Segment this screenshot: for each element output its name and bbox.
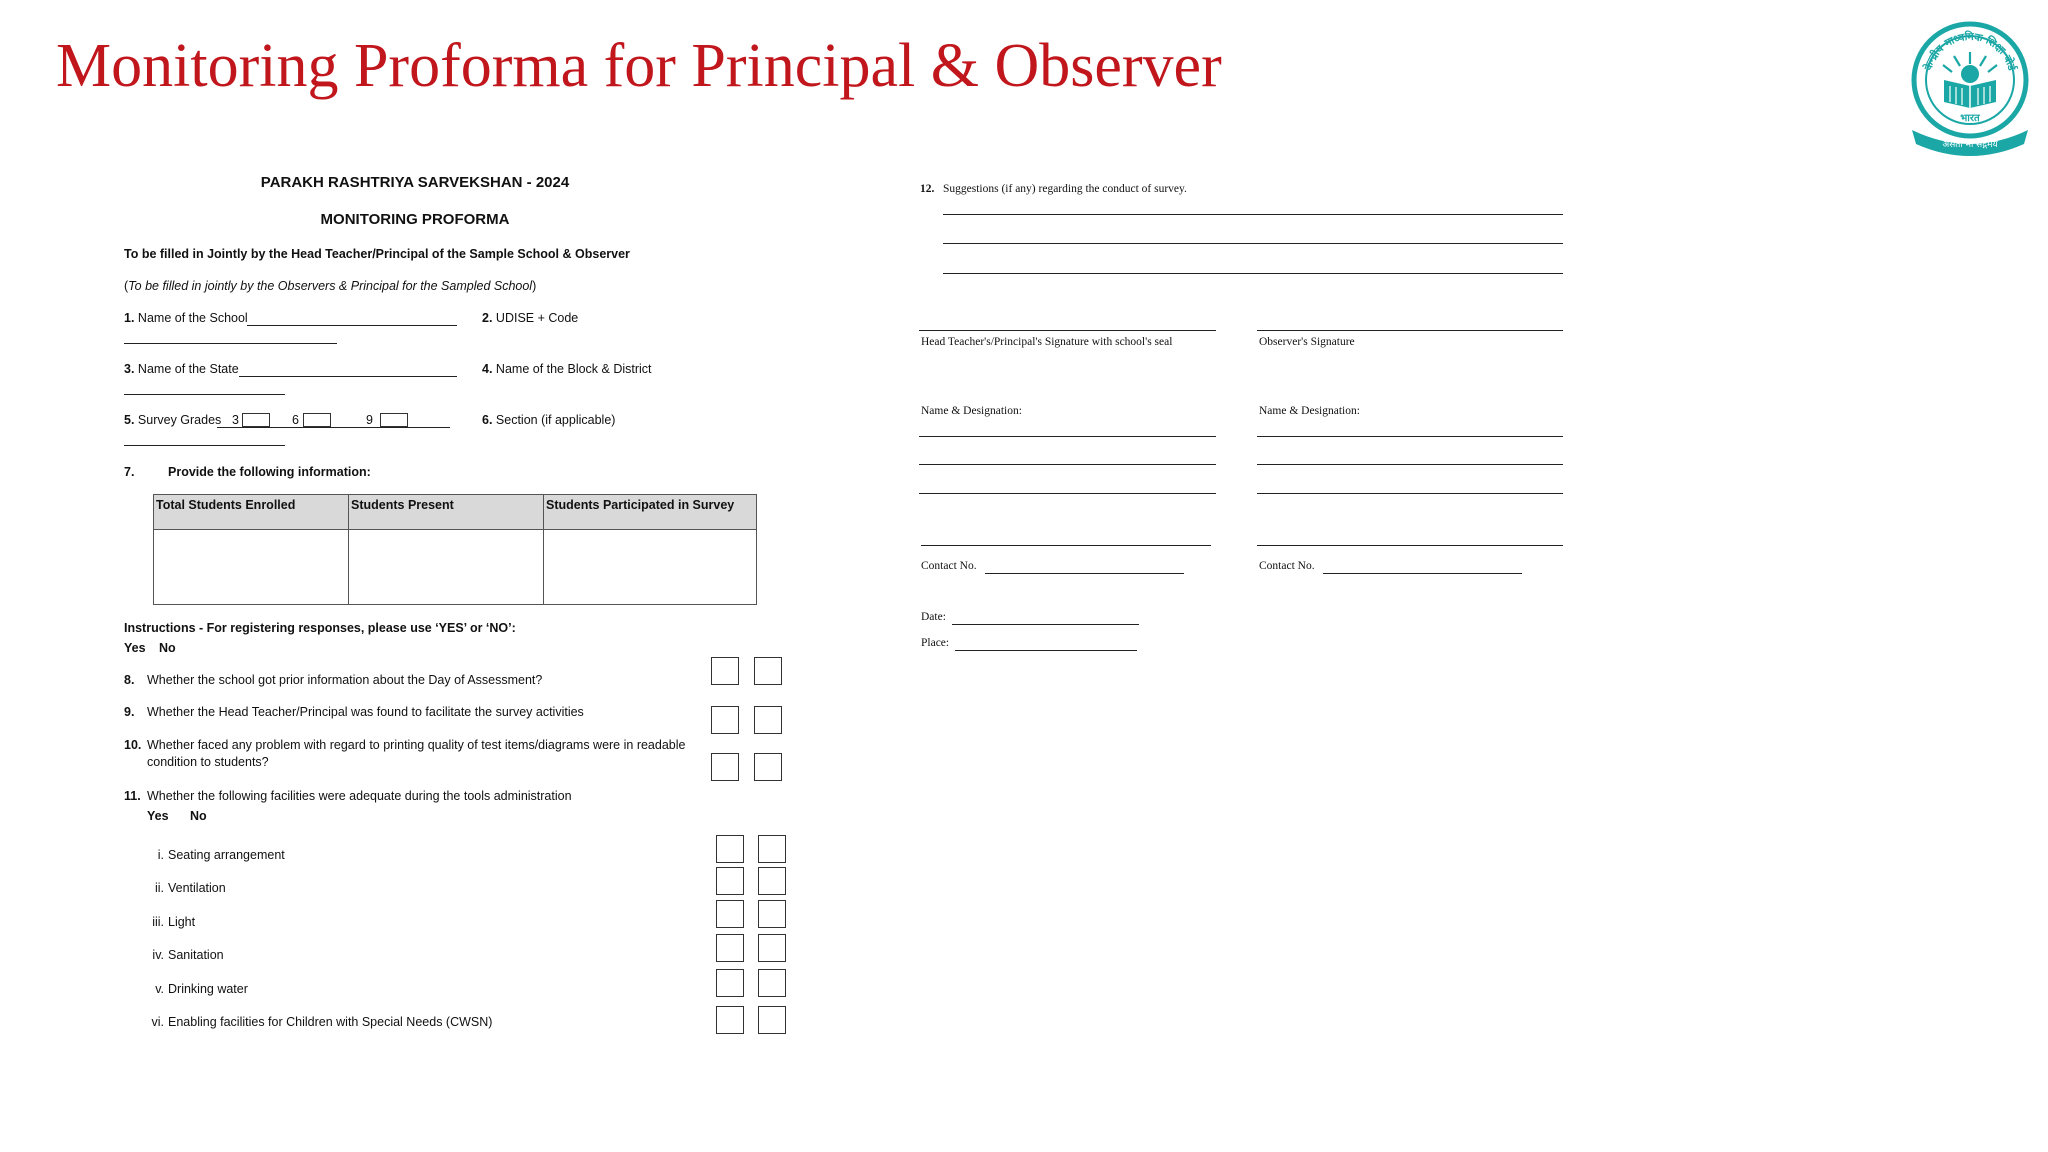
facility-6-number: vi. bbox=[151, 1015, 164, 1029]
cell-total-enrolled[interactable] bbox=[154, 530, 349, 605]
facility-3-no-checkbox[interactable] bbox=[758, 900, 786, 928]
grade-6-label: 6 bbox=[292, 413, 299, 427]
facility-4-yes-checkbox[interactable] bbox=[716, 934, 744, 962]
form-intro-italic-wrap: (To be filled in jointly by the Observers & Principal for the Sampled School) bbox=[124, 279, 537, 293]
q12-text: Suggestions (if any) regarding the conduct of survey. bbox=[943, 183, 1187, 195]
cell-students-present[interactable] bbox=[349, 530, 544, 605]
school-name-line-2[interactable] bbox=[124, 343, 337, 344]
observer-name-line-2[interactable] bbox=[1257, 464, 1563, 465]
facility-3-yes-checkbox[interactable] bbox=[716, 900, 744, 928]
facility-4-label: Sanitation bbox=[168, 948, 224, 962]
q11-no-label: No bbox=[190, 809, 207, 823]
q9-yes-checkbox[interactable] bbox=[711, 706, 739, 734]
observer-signature-line[interactable] bbox=[1257, 330, 1563, 331]
date-label: Date: bbox=[921, 611, 946, 623]
form-subheading: MONITORING PROFORMA bbox=[320, 211, 510, 228]
suggestion-line-2[interactable] bbox=[943, 243, 1563, 244]
logo-ring-text: केन्द्रीय माध्यमिक शिक्षा बोर्ड bbox=[1922, 30, 2018, 72]
form-intro-italic: To be filled in jointly by the Observers & Principal for the Sampled School bbox=[128, 279, 533, 293]
survey-grades-line-2 bbox=[124, 445, 285, 446]
slide-title: Monitoring Proforma for Principal & Observer bbox=[56, 32, 1222, 100]
head-signature-line[interactable] bbox=[919, 330, 1216, 331]
q8-yes-checkbox[interactable] bbox=[711, 657, 739, 685]
place-line[interactable] bbox=[955, 650, 1137, 651]
q11-number: 11. bbox=[124, 789, 141, 803]
form-heading: PARAKH RASHTRIYA SARVEKSHAN - 2024 bbox=[260, 174, 570, 191]
grade-6-checkbox[interactable] bbox=[303, 413, 331, 427]
survey-grades-line bbox=[217, 427, 450, 428]
state-name-line-2[interactable] bbox=[124, 394, 285, 395]
facility-2-number: ii. bbox=[154, 881, 164, 895]
facility-3-number: iii. bbox=[152, 915, 164, 929]
facility-1-number: i. bbox=[157, 848, 164, 862]
facility-5-number: v. bbox=[155, 982, 164, 996]
facility-1-label: Seating arrangement bbox=[168, 848, 285, 862]
observer-extra-line[interactable] bbox=[1257, 545, 1563, 546]
field-school-name: 1. Name of the School bbox=[124, 311, 248, 325]
facility-2-label: Ventilation bbox=[168, 881, 226, 895]
place-label: Place: bbox=[921, 637, 950, 649]
yes-label: Yes bbox=[124, 641, 146, 655]
q7-label: Provide the following information: bbox=[168, 465, 371, 479]
suggestion-line-1[interactable] bbox=[943, 214, 1563, 215]
logo-country-text: भारत bbox=[1960, 113, 1980, 124]
observer-contact-label: Contact No. bbox=[1259, 560, 1315, 572]
q8-no-checkbox[interactable] bbox=[754, 657, 782, 685]
q7-number: 7. bbox=[124, 465, 135, 479]
head-signature-label: Head Teacher's/Principal's Signature with school's seal bbox=[921, 336, 1173, 348]
facility-5-label: Drinking water bbox=[168, 982, 248, 996]
header-students-present: Students Present bbox=[349, 495, 544, 530]
grade-9-checkbox[interactable] bbox=[380, 413, 408, 427]
facility-5-no-checkbox[interactable] bbox=[758, 969, 786, 997]
head-name-designation-label: Name & Designation: bbox=[921, 405, 1022, 417]
facility-2-yes-checkbox[interactable] bbox=[716, 867, 744, 895]
q11-yes-label: Yes bbox=[147, 809, 169, 823]
header-total-enrolled: Total Students Enrolled bbox=[154, 495, 349, 530]
observer-name-line-1[interactable] bbox=[1257, 436, 1563, 437]
head-extra-line[interactable] bbox=[921, 545, 1211, 546]
grade-3-label: 3 bbox=[232, 413, 239, 427]
q9-number: 9. bbox=[124, 705, 135, 719]
q10-text: Whether faced any problem with regard to printing quality of test items/diagrams were in readable bbox=[147, 738, 686, 752]
board-logo bbox=[1908, 18, 2032, 158]
facility-6-yes-checkbox[interactable] bbox=[716, 1006, 744, 1034]
school-name-line[interactable] bbox=[247, 325, 457, 326]
field-block-district: 4. Name of the Block & District bbox=[482, 362, 652, 376]
q9-no-checkbox[interactable] bbox=[754, 706, 782, 734]
no-label: No bbox=[159, 641, 176, 655]
table-header-row bbox=[154, 495, 757, 530]
cell-students-participated[interactable] bbox=[544, 530, 757, 605]
observer-contact-line[interactable] bbox=[1323, 573, 1522, 574]
field-state-name: 3. Name of the State bbox=[124, 362, 239, 376]
q8-text: Whether the school got prior information about the Day of Assessment? bbox=[147, 673, 543, 687]
facility-6-no-checkbox[interactable] bbox=[758, 1006, 786, 1034]
q10-text-2: condition to students? bbox=[147, 755, 269, 769]
q9-text: Whether the Head Teacher/Principal was found to facilitate the survey activities bbox=[147, 705, 584, 719]
head-contact-label: Contact No. bbox=[921, 560, 977, 572]
head-name-line-3[interactable] bbox=[919, 493, 1216, 494]
head-name-line-1[interactable] bbox=[919, 436, 1216, 437]
facility-4-no-checkbox[interactable] bbox=[758, 934, 786, 962]
table-input-row bbox=[154, 530, 757, 605]
field-udise-code: 2. UDISE + Code bbox=[482, 311, 579, 325]
suggestion-line-3[interactable] bbox=[943, 273, 1563, 274]
facility-2-no-checkbox[interactable] bbox=[758, 867, 786, 895]
facility-4-number: iv. bbox=[152, 948, 164, 962]
state-name-line[interactable] bbox=[239, 376, 457, 377]
q10-no-checkbox[interactable] bbox=[754, 753, 782, 781]
q10-number: 10. bbox=[124, 738, 142, 752]
grade-9-label: 9 bbox=[366, 413, 373, 427]
facility-6-label: Enabling facilities for Children with Special Needs (CWSN) bbox=[168, 1015, 493, 1029]
student-info-table bbox=[153, 494, 757, 605]
q10-yes-checkbox[interactable] bbox=[711, 753, 739, 781]
instructions: Instructions - For registering responses, please use ‘YES’ or ‘NO’: bbox=[124, 621, 516, 635]
head-contact-line[interactable] bbox=[985, 573, 1184, 574]
grade-3-checkbox[interactable] bbox=[242, 413, 270, 427]
observer-name-designation-label: Name & Designation: bbox=[1259, 405, 1360, 417]
form-intro: To be filled in Jointly by the Head Teacher/Principal of the Sample School & Observer bbox=[124, 247, 630, 261]
facility-3-label: Light bbox=[168, 915, 196, 929]
field-survey-grades: 5. Survey Grades bbox=[124, 413, 222, 427]
facility-5-yes-checkbox[interactable] bbox=[716, 969, 744, 997]
header-students-participated: Students Participated in Survey bbox=[544, 495, 757, 530]
facility-1-no-checkbox[interactable] bbox=[758, 835, 786, 863]
date-line[interactable] bbox=[952, 624, 1139, 625]
q11-text: Whether the following facilities were adequate during the tools administration bbox=[147, 789, 572, 803]
observer-name-line-3[interactable] bbox=[1257, 493, 1563, 494]
logo-motto: असतो मा सद्गमय bbox=[1942, 140, 1998, 150]
head-name-line-2[interactable] bbox=[919, 464, 1216, 465]
facility-1-yes-checkbox[interactable] bbox=[716, 835, 744, 863]
q12-number: 12. bbox=[920, 183, 935, 195]
q8-number: 8. bbox=[124, 673, 135, 687]
field-section: 6. Section (if applicable) bbox=[482, 413, 616, 427]
observer-signature-label: Observer's Signature bbox=[1259, 336, 1355, 348]
